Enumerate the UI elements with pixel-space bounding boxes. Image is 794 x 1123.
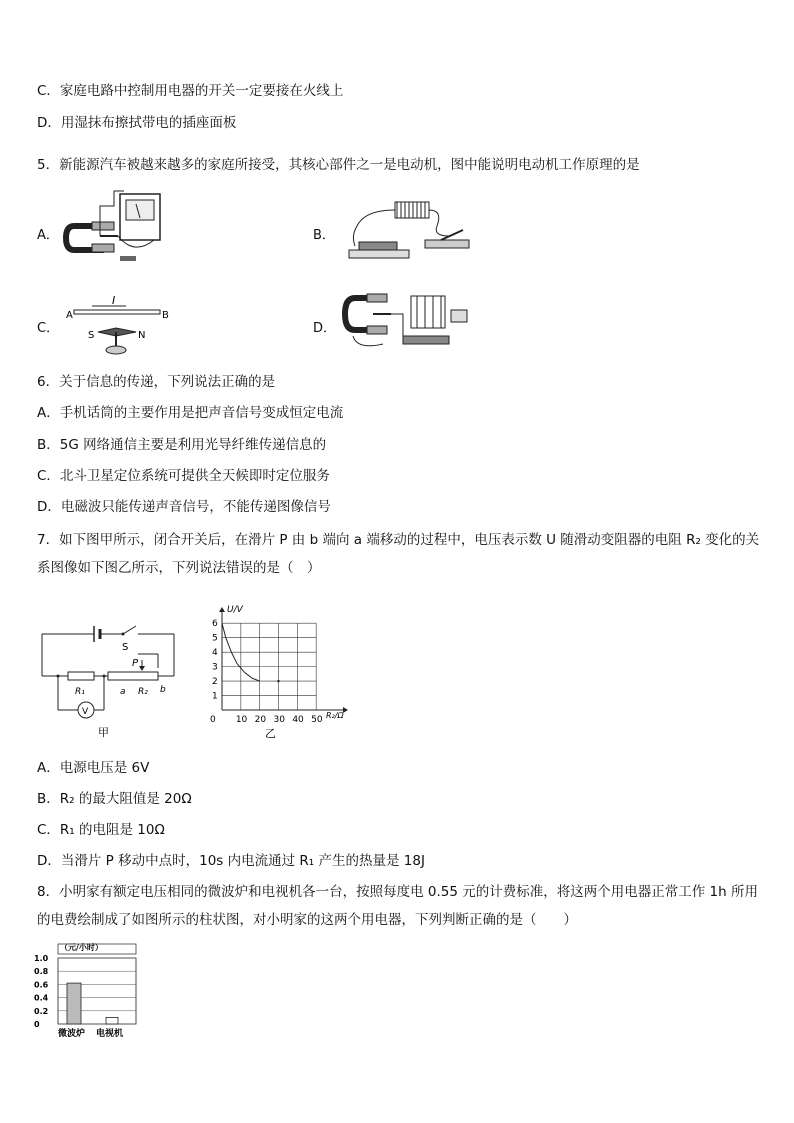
q7-x-tick: 10 <box>235 715 248 725</box>
q8-y-tick: 1.0 <box>34 954 49 963</box>
q5-option-b-label: B． <box>313 228 335 243</box>
circuit-caption: 甲 <box>98 726 109 739</box>
fig-c-label-a: A <box>66 310 73 321</box>
q7-y-tick: 5 <box>212 633 218 644</box>
q8-bar <box>106 1017 118 1024</box>
circuit-label-r1: R₁ <box>75 687 85 697</box>
circuit-label-a: a <box>120 687 126 697</box>
q8-y-axis-label: （元/小时） <box>60 943 103 952</box>
circuit-label-b: b <box>160 685 166 695</box>
q5-figure-d <box>343 288 473 356</box>
q7-x-arrow <box>343 707 348 713</box>
fig-c-label-b: B <box>162 310 169 321</box>
q6-option-d: D．电磁波只能传递声音信号，不能传递图像信号 <box>37 499 331 515</box>
q5-figure-c <box>64 292 174 356</box>
q7-y-tick: 1 <box>212 691 218 702</box>
q8-y-tick: 0 <box>34 1020 40 1029</box>
q5-figure-a <box>64 186 174 270</box>
q7-circuit-figure <box>38 620 178 740</box>
q6-stem: 6．关于信息的传递，下列说法正确的是 <box>37 374 276 390</box>
q7-x-tick: 0 <box>210 715 216 725</box>
q8-category-label: 电视机 <box>96 1029 124 1039</box>
q7-option-a: A．电源电压是 6V <box>37 760 150 776</box>
q7-stem: 7．如下图甲所示，闭合开关后，在滑片 P 由 b 端向 a 端移动的过程中，电压表示数 U 随滑动变阻器的电阻 R₂ 变化的关系图像如下图乙所示，下列说法错误的是（ ） <box>37 532 760 576</box>
q7-x-tick: 50 <box>311 715 323 725</box>
q7-option-d: D．当滑片 P 移动中点时，10s 内电流通过 R₁ 产生的热量是 18J <box>37 853 425 869</box>
q7-y-tick: 2 <box>212 677 218 688</box>
q8-y-tick: 0.4 <box>34 993 49 1003</box>
q5-option-d-label: D． <box>313 321 337 336</box>
q6-option-a: A．手机话筒的主要作用是把声音信号变成恒定电流 <box>37 405 344 421</box>
circuit-label-r2: R₂ <box>138 687 148 697</box>
q8-y-tick: 0.6 <box>34 980 49 990</box>
q7-y-axis-label: U/V <box>227 605 243 615</box>
fig-c-label-s: S <box>88 330 95 341</box>
q8-bar <box>67 983 81 1024</box>
q7-graph-caption: 乙 <box>265 727 276 740</box>
q4-option-d: D．用湿抹布擦拭带电的插座面板 <box>37 115 237 131</box>
q6-option-b: B．5G 网络通信主要是利用光导纤维传递信息的 <box>37 437 327 453</box>
q7-x-axis-label: R₂/Ω <box>326 711 344 720</box>
q5-figure-b <box>345 196 475 266</box>
q5-option-a-label: A． <box>37 228 59 243</box>
circuit-label-s: S <box>122 642 129 653</box>
q7-data-point <box>277 680 279 682</box>
q8-category-label: 微波炉 <box>58 1029 86 1039</box>
q7-y-tick: 6 <box>212 619 218 630</box>
fig-c-label-n: N <box>138 330 146 341</box>
q5-option-c-label: C． <box>37 321 60 336</box>
circuit-label-v: V <box>82 707 89 717</box>
q7-u-r2-graph <box>200 600 360 740</box>
q7-option-c: C．R₁ 的电阻是 10Ω <box>37 822 165 838</box>
q8-y-tick: 0.8 <box>34 967 49 977</box>
circuit-label-p: P <box>132 658 139 669</box>
q5-stem: 5．新能源汽车被越来越多的家庭所接受，其核心部件之一是电动机，图中能说明电动机工作原理的是 <box>37 157 640 173</box>
q7-x-tick: 20 <box>254 715 267 725</box>
q8-stem: 8．小明家有额定电压相同的微波炉和电视机各一台，按照每度电 0.55 元的计费标准，将这两个用电器正常工作 1h 所用的电费绘制成了如图所示的柱状图，对小明家的这两个用电器，下列判断正确的是（ ） <box>37 884 758 928</box>
q7-y-arrow <box>219 607 225 612</box>
fig-c-label-i: I <box>112 294 116 307</box>
q7-x-tick: 30 <box>273 715 285 725</box>
q6-option-c: C．北斗卫星定位系统可提供全天候即时定位服务 <box>37 468 330 484</box>
q7-option-b: B．R₂ 的最大阻值是 20Ω <box>37 791 192 807</box>
q7-x-tick: 40 <box>292 715 304 725</box>
q8-y-tick: 0.2 <box>34 1006 49 1016</box>
q8-bar-chart <box>32 940 142 1040</box>
q7-y-tick: 4 <box>212 648 218 659</box>
q4-option-c: C．家庭电路中控制用电器的开关一定要接在火线上 <box>37 83 344 99</box>
q7-y-tick: 3 <box>212 662 218 673</box>
